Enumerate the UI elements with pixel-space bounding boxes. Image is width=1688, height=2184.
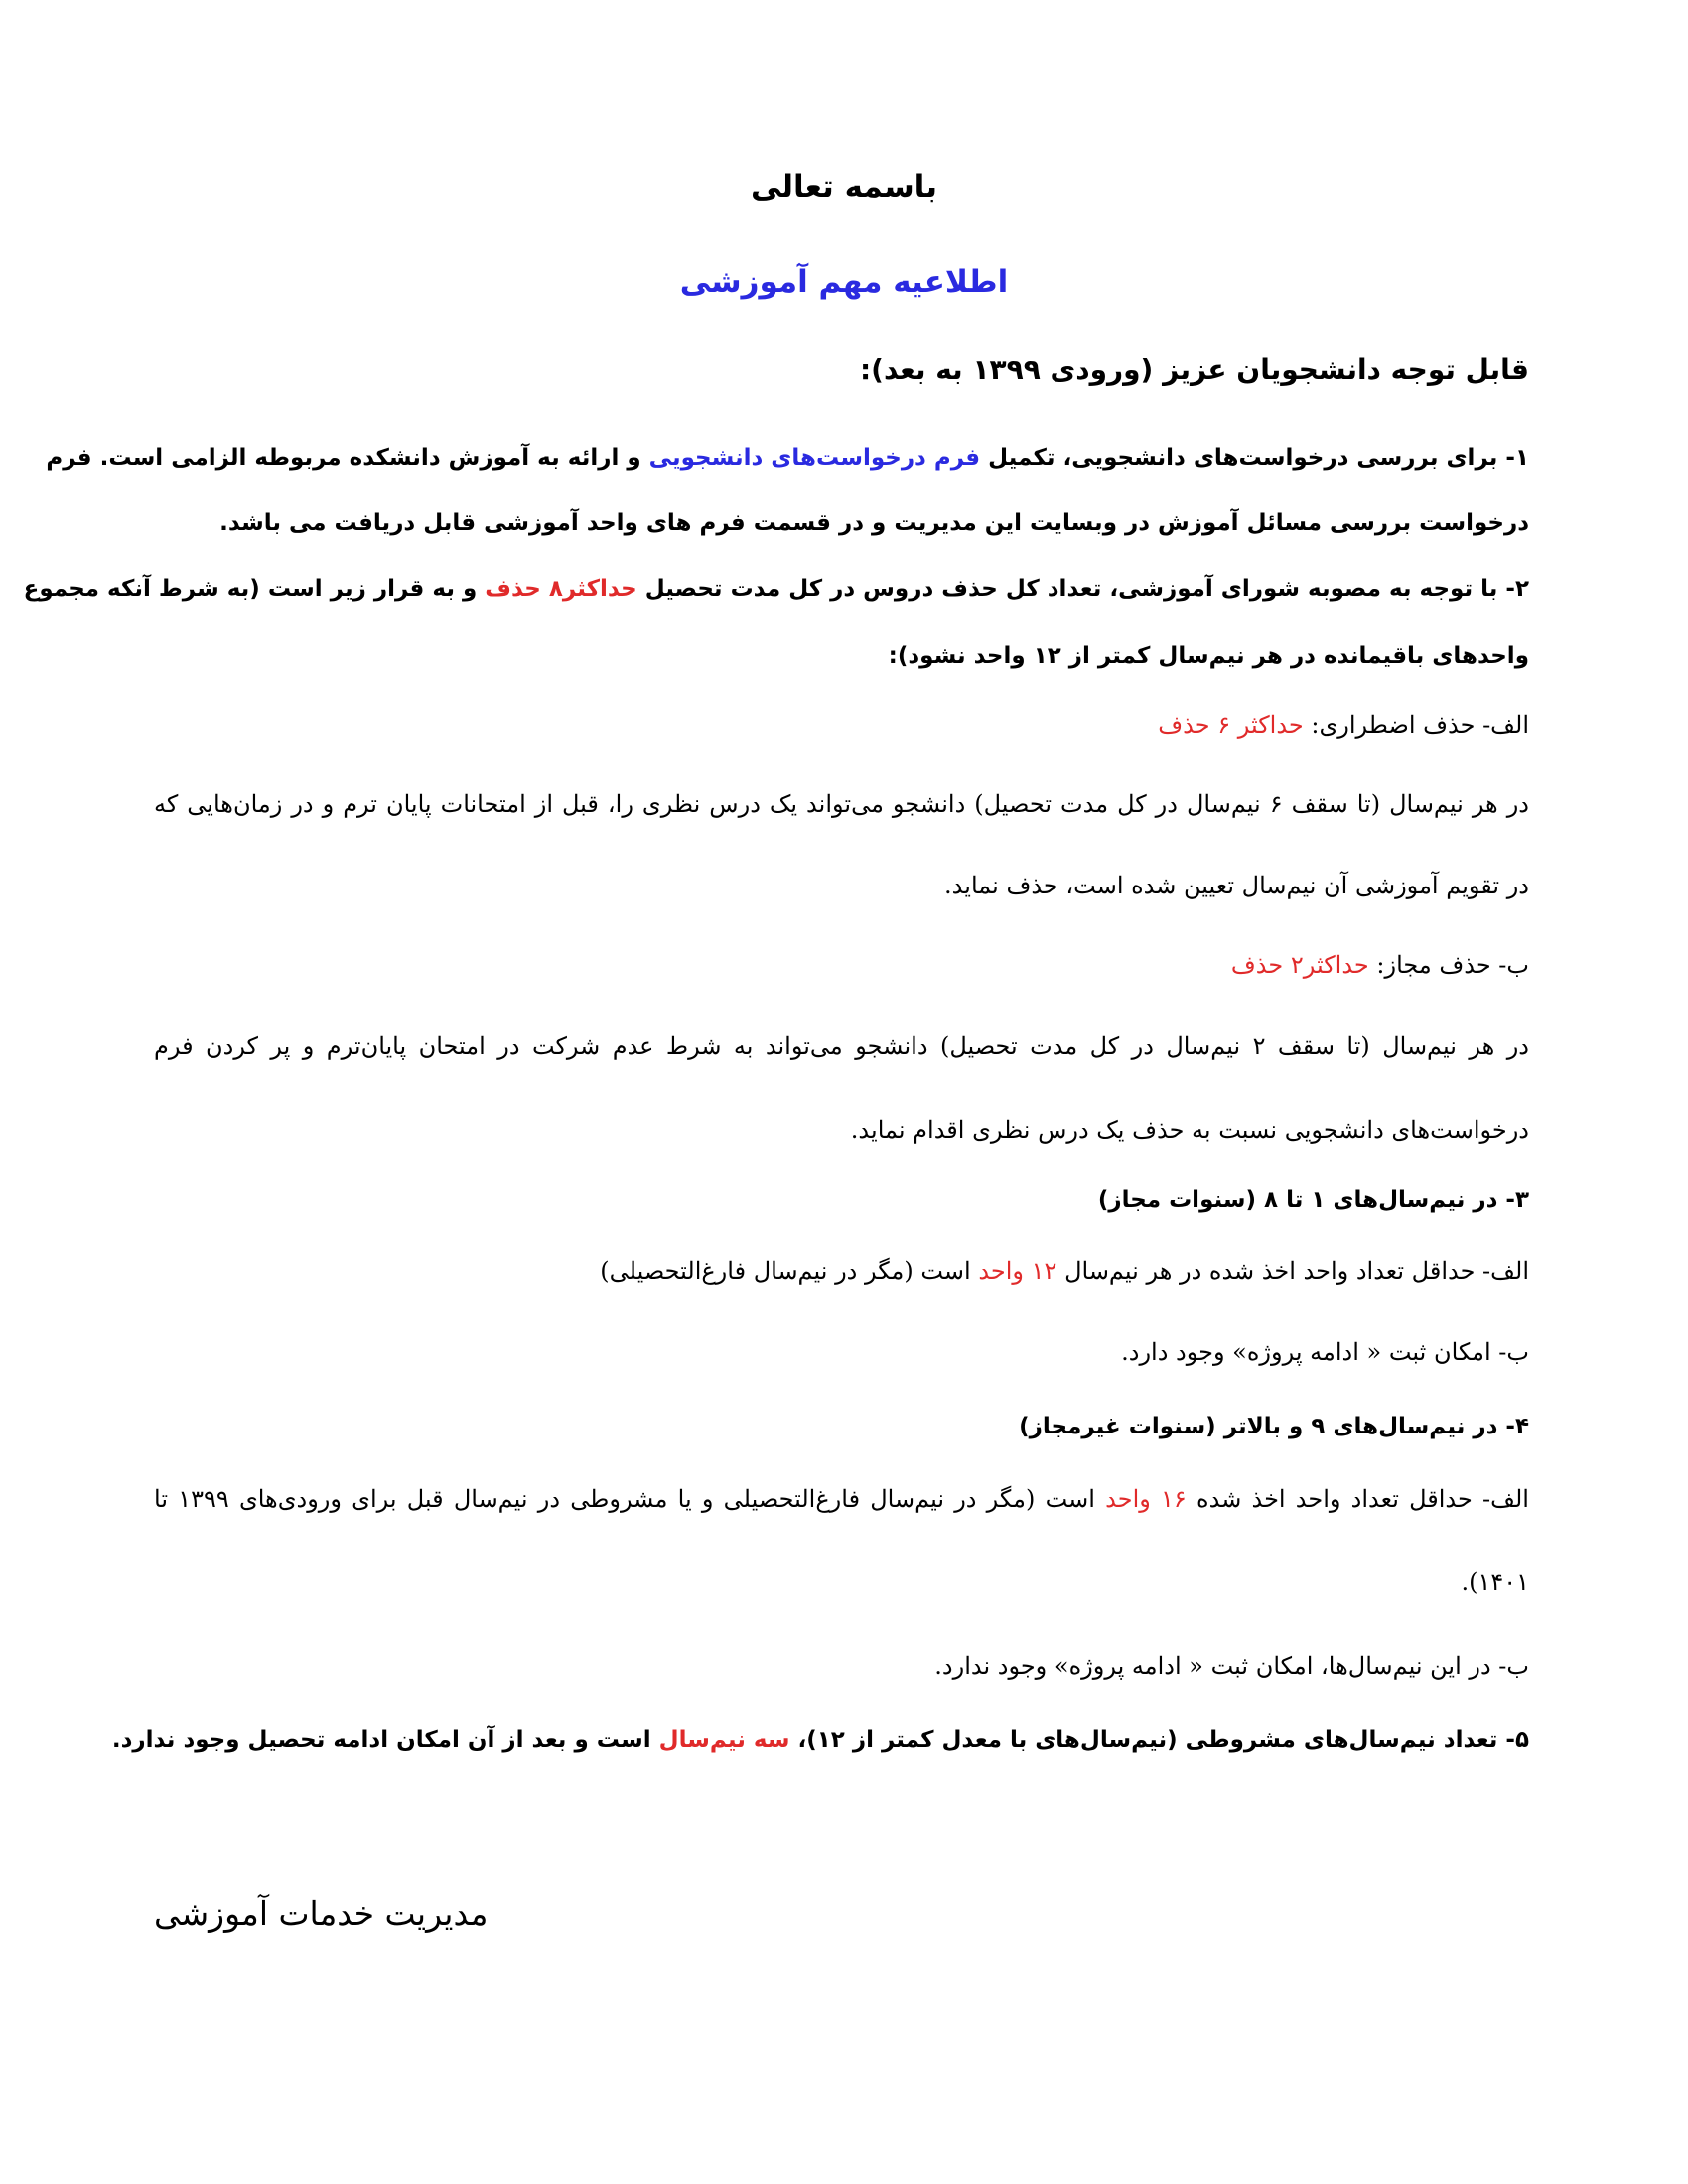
student-requests-form-link[interactable]: فرم درخواست‌های دانشجویی (648, 445, 981, 471)
item3-text-a: الف- حداقل تعداد واحد اخذ شده در هر نیم‌سال (1064, 1257, 1529, 1285)
permitted-drop-max: حداکثر۲ حذف (1230, 951, 1369, 979)
item3-heading: ۳- در نیم‌سال‌های ۱ تا ۸ (سنوات مجاز) (1097, 1187, 1529, 1213)
permitted-drop-heading (154, 951, 1529, 980)
item2-line1 (23, 576, 1529, 604)
emergency-drop-max: حداکثر ۶ حذف (1158, 711, 1304, 739)
bismillah-heading: باسمه تعالی (751, 169, 937, 205)
item2-text-b: و به قرار زیر است (به شرط آنکه مجموع (23, 576, 478, 602)
item5-text-a: ۵- تعداد نیم‌سال‌های مشروطی (نیم‌سال‌های با معدل کمتر از ۱۲)، (797, 1727, 1529, 1753)
emergency-drop-label: الف- حذف اضطراری: (1311, 711, 1529, 739)
item3-units-value: ۱۲ واحد (978, 1257, 1057, 1285)
item4-text-b: است (مگر در نیم‌سال فارغ‌التحصیلی و یا مشروطی در نیم‌سال قبل برای ورودی‌های ۱۳۹۹ تا (154, 1485, 1095, 1513)
item1-line2: درخواست بررسی مسائل آموزش در وبسایت این مدیریت و در قسمت فرم های واحد آموزشی قابل دریافت می باشد. (219, 510, 1529, 536)
item3-text-b: است (مگر در نیم‌سال فارغ‌التحصیلی) (600, 1257, 971, 1285)
emergency-drop-text-line1: در هر نیم‌سال (تا سقف ۶ نیم‌سال در کل مدت تحصیل) دانشجو می‌تواند یک درس نظری را، قبل از امتحانات پایان ترم و در زمان‌هایی که (154, 790, 1529, 818)
item4-min-units-line1 (154, 1485, 1529, 1514)
permitted-drop-text-line2: درخواست‌های دانشجویی نسبت به حذف یک درس نظری اقدام نماید. (850, 1116, 1529, 1144)
item3-project-continuation: ب- امکان ثبت « ادامه پروژه» وجود دارد. (1121, 1338, 1529, 1366)
item5-probation-line (111, 1727, 1529, 1755)
item2-max-drops: حداکثر۸ حذف (485, 576, 637, 602)
item5-text-b: است و بعد از آن امکان ادامه تحصیل وجود ندارد. (111, 1727, 651, 1753)
addressee-line: قابل توجه دانشجویان عزیز (ورودی ۱۳۹۹ به بعد): (859, 353, 1529, 386)
item4-min-units-line2: ۱۴۰۱). (1461, 1569, 1529, 1596)
signature: مدیریت خدمات آموزشی (154, 1894, 489, 1933)
item1-text-b: و ارائه به آموزش دانشکده مربوطه الزامی است. فرم (46, 445, 641, 471)
emergency-drop-heading (154, 711, 1529, 740)
page-title: اطلاعیه مهم آموزشی (679, 264, 1009, 300)
item4-text-a: الف- حداقل تعداد واحد اخذ شده (1196, 1485, 1529, 1513)
emergency-drop-text-line2: در تقویم آموزشی آن نیم‌سال تعیین شده است، حذف نماید. (944, 872, 1529, 899)
item3-min-units (154, 1257, 1529, 1286)
item2-text-a: ۲- با توجه به مصوبه شورای آموزشی، تعداد کل حذف دروس در کل مدت تحصیل (644, 576, 1529, 602)
item1-text-a: ۱- برای بررسی درخواست‌های دانشجویی، تکمیل (988, 445, 1529, 471)
item4-heading: ۴- در نیم‌سال‌های ۹ و بالاتر (سنوات غیرمجاز) (1019, 1414, 1529, 1439)
item2-line2: واحدهای باقیمانده در هر نیم‌سال کمتر از ۱۲ واحد نشود): (888, 643, 1529, 669)
permitted-drop-text-line1: در هر نیم‌سال (تا سقف ۲ نیم‌سال در کل مدت تحصیل) دانشجو می‌تواند به شرط عدم شرکت در امتحان پایان‌ترم و پر کردن فرم (154, 1032, 1529, 1060)
item4-units-value: ۱۶ واحد (1105, 1485, 1187, 1513)
item1-line1 (46, 445, 1529, 473)
item4-project-continuation: ب- در این نیم‌سال‌ها، امکان ثبت « ادامه پروژه» وجود ندارد. (934, 1652, 1529, 1680)
item5-probation-limit: سه نیم‌سال (658, 1727, 790, 1753)
permitted-drop-label: ب- حذف مجاز: (1376, 951, 1529, 979)
